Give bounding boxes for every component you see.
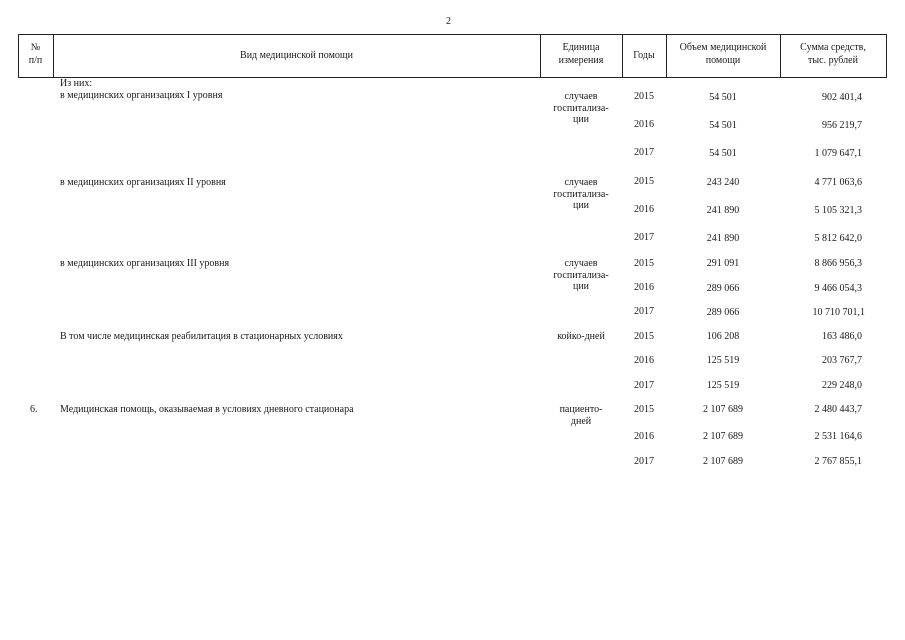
header-num-line1: № <box>30 42 41 53</box>
group-label: в медицинских организациях III уровня <box>60 258 230 269</box>
sum-cell: 1 079 647,1 <box>814 148 862 159</box>
group-unit <box>540 91 622 126</box>
year-cell: 2017 <box>634 232 654 243</box>
group-unit-line: госпитализа- <box>553 188 609 200</box>
header-num-line2: п/п <box>28 54 43 66</box>
header-sum <box>780 42 886 67</box>
sum-cell: 4 771 063,6 <box>814 177 862 188</box>
sum-cell: 8 866 956,3 <box>814 258 862 269</box>
group-unit <box>540 331 622 343</box>
sum-cell: 2 767 855,1 <box>814 456 862 467</box>
sum-cell: 2 531 164,6 <box>814 431 862 442</box>
volume-cell: 2 107 689 <box>703 404 743 415</box>
group-unit-line: койко-дней <box>557 331 605 342</box>
group-label: В том числе медицинская реабилитация в стационарных условиях <box>60 331 343 342</box>
page-number: 2 <box>446 16 451 27</box>
header-unit-line1: Единица <box>562 42 600 53</box>
year-cell: 2015 <box>634 176 654 187</box>
group-unit-line: ции <box>572 200 590 211</box>
sum-cell: 10 710 701,1 <box>812 307 865 318</box>
header-volume-line1: Объем медицинской <box>679 42 767 53</box>
header-num <box>18 42 53 67</box>
volume-cell: 125 519 <box>706 355 740 366</box>
volume-cell: 289 066 <box>706 307 740 318</box>
volume-cell: 243 240 <box>706 177 740 188</box>
group-number: 6. <box>30 404 38 415</box>
group-unit <box>540 404 622 427</box>
year-cell: 2015 <box>634 404 654 415</box>
group-label: в медицинских организациях II уровня <box>60 177 226 188</box>
sum-cell: 9 466 054,3 <box>814 283 862 294</box>
year-cell: 2017 <box>634 306 654 317</box>
sum-cell: 203 767,7 <box>822 355 862 366</box>
of-them-label: Из них: <box>60 78 93 89</box>
year-cell: 2016 <box>634 431 654 442</box>
year-cell: 2017 <box>634 456 654 467</box>
group-label: в медицинских организациях I уровня <box>60 90 223 101</box>
year-cell: 2016 <box>634 282 654 293</box>
group-unit-line: госпитализа- <box>553 102 609 114</box>
header-years: Годы <box>633 50 655 61</box>
group-unit-line: дней <box>570 415 592 427</box>
year-cell: 2016 <box>634 204 654 215</box>
header-unit-line2: измерения <box>558 54 604 66</box>
group-unit-line: пациенто- <box>559 404 603 415</box>
header-unit <box>540 42 622 67</box>
volume-cell: 125 519 <box>706 380 740 391</box>
group-unit-line: случаев <box>564 91 598 102</box>
year-cell: 2015 <box>634 258 654 269</box>
group-unit-line: случаев <box>564 177 598 188</box>
header-volume-line2: помощи <box>705 54 741 66</box>
sum-cell: 5 812 642,0 <box>814 233 862 244</box>
year-cell: 2016 <box>634 119 654 130</box>
group-unit-line: ции <box>572 114 590 125</box>
sum-cell: 956 219,7 <box>822 120 862 131</box>
sum-cell: 163 486,0 <box>822 331 862 342</box>
group-unit-line: госпитализа- <box>553 269 609 281</box>
sum-cell: 2 480 443,7 <box>814 404 862 415</box>
volume-cell: 54 501 <box>709 120 737 131</box>
year-cell: 2015 <box>634 91 654 102</box>
volume-cell: 241 890 <box>706 205 740 216</box>
group-unit-line: ции <box>572 281 590 292</box>
group-label: Медицинская помощь, оказываемая в условиях дневного стационара <box>60 404 354 415</box>
year-cell: 2017 <box>634 147 654 158</box>
volume-cell: 2 107 689 <box>703 431 743 442</box>
volume-cell: 241 890 <box>706 233 740 244</box>
header-volume <box>666 42 780 67</box>
year-cell: 2017 <box>634 380 654 391</box>
group-unit <box>540 177 622 212</box>
volume-cell: 289 066 <box>706 283 740 294</box>
volume-cell: 54 501 <box>709 92 737 103</box>
group-unit-line: случаев <box>564 258 598 269</box>
volume-cell: 291 091 <box>706 258 740 269</box>
sum-cell: 229 248,0 <box>822 380 862 391</box>
year-cell: 2015 <box>634 331 654 342</box>
volume-cell: 106 208 <box>706 331 740 342</box>
header-type: Вид медицинской помощи <box>240 50 353 61</box>
year-cell: 2016 <box>634 355 654 366</box>
volume-cell: 2 107 689 <box>703 456 743 467</box>
sum-cell: 5 105 321,3 <box>814 205 862 216</box>
header-sum-line2: тыс. рублей <box>808 54 858 66</box>
volume-cell: 54 501 <box>709 148 737 159</box>
sum-cell: 902 401,4 <box>822 92 862 103</box>
header-sum-line1: Сумма средств, <box>800 42 866 53</box>
group-unit <box>540 258 622 293</box>
